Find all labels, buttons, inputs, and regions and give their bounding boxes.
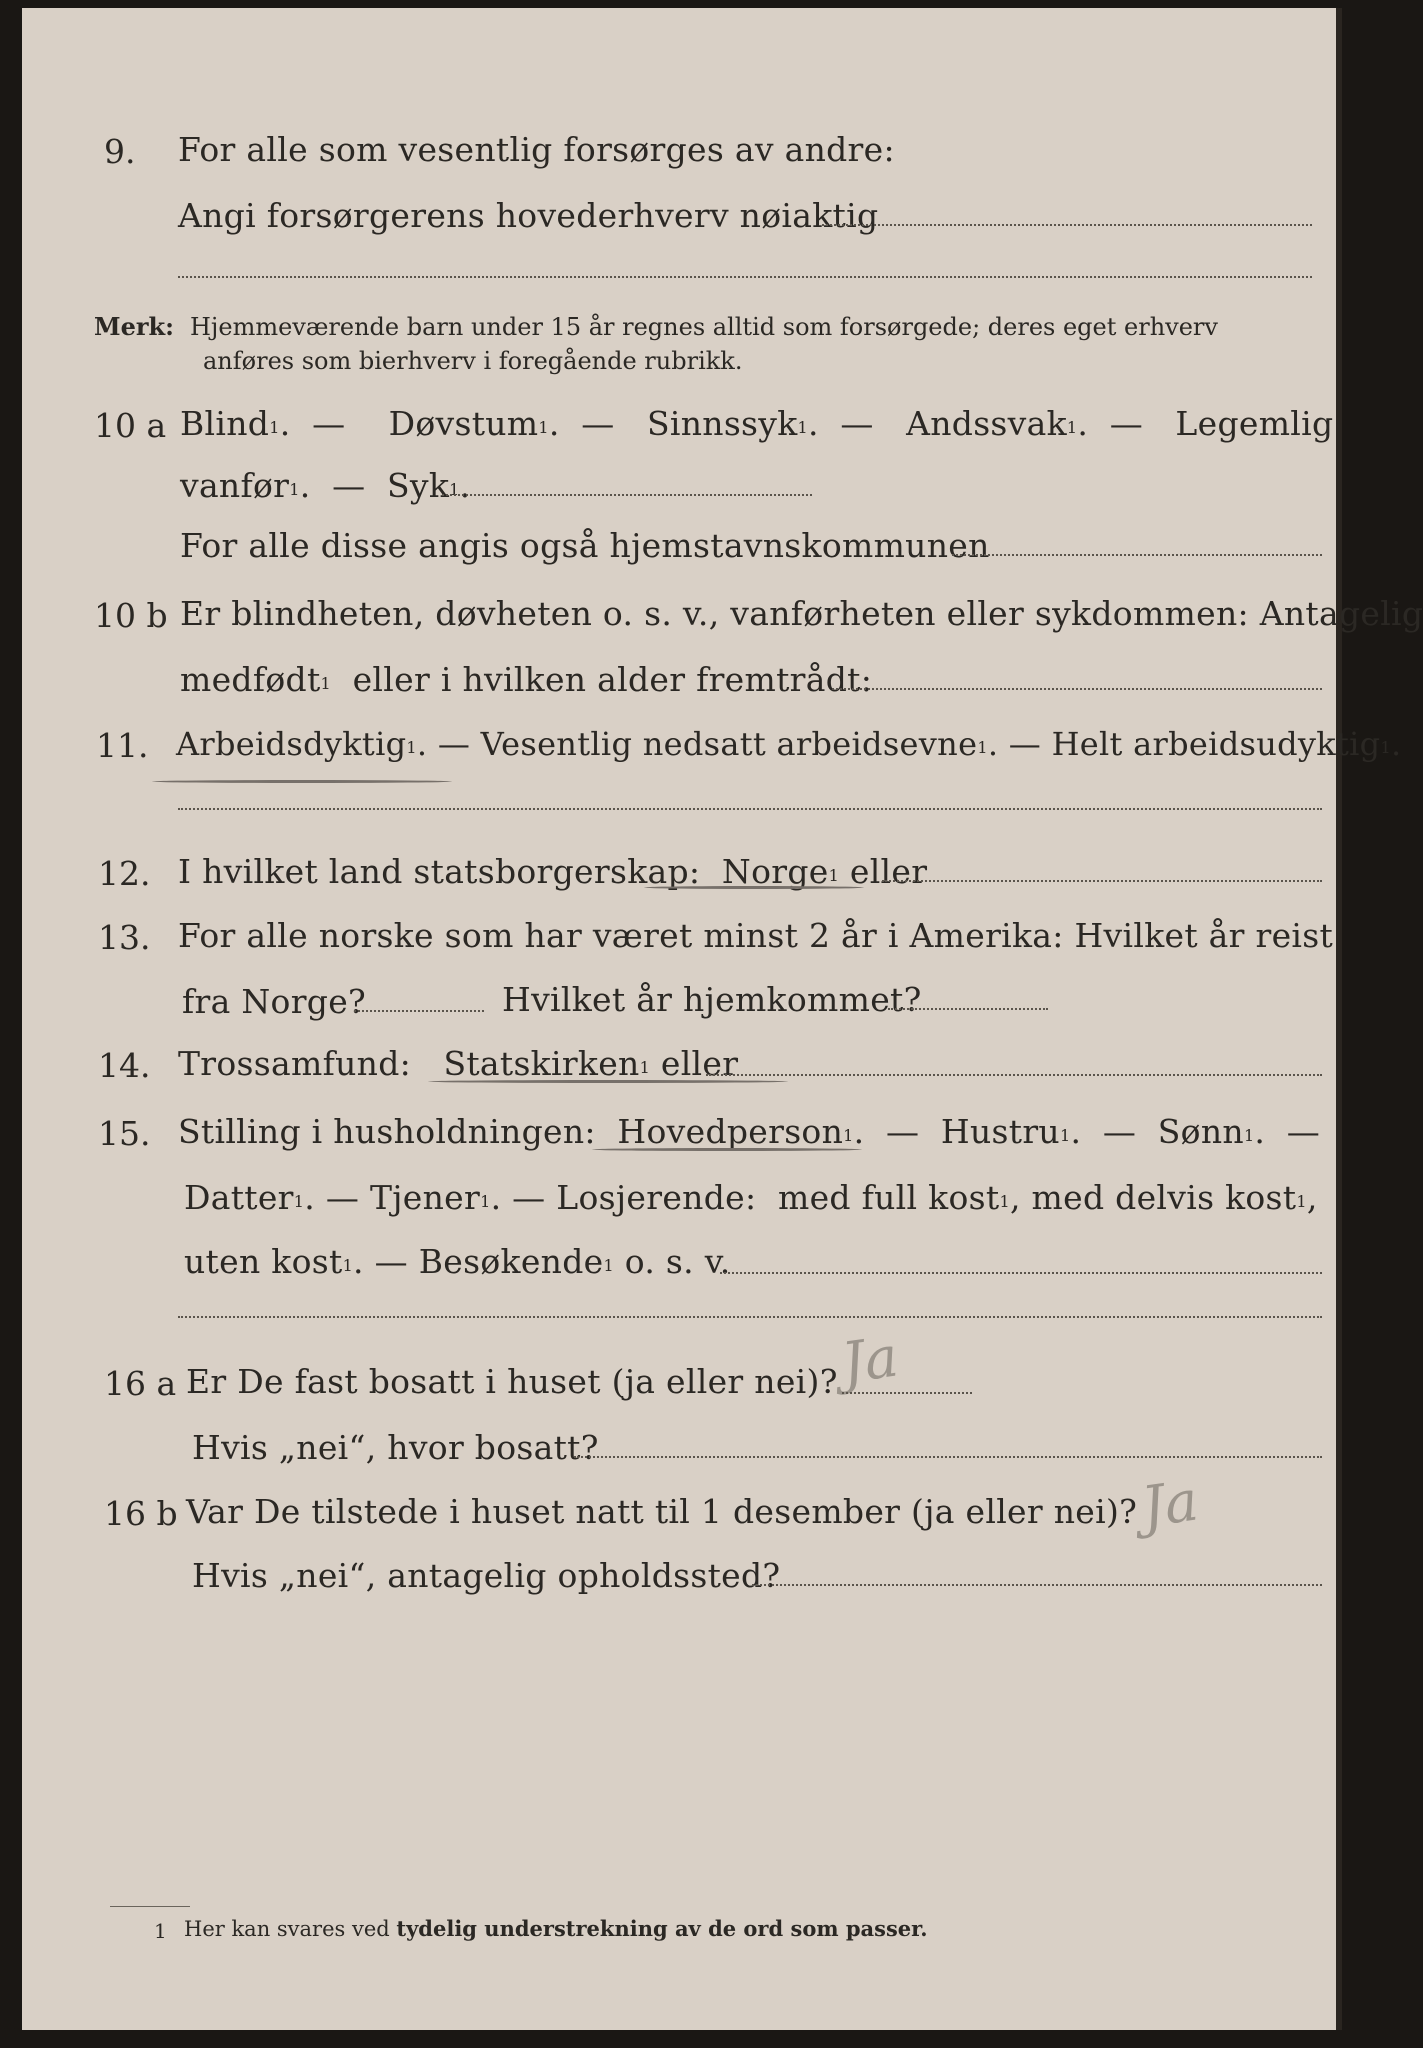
merk-label: Merk: — [94, 312, 174, 341]
q12-number: 12. — [98, 854, 151, 893]
option-tjener[interactable]: Tjener — [369, 1178, 481, 1217]
q9-answer-line-2[interactable] — [178, 276, 1312, 278]
q15-number: 15. — [98, 1114, 151, 1153]
option-delvis-kost[interactable]: med delvis kost — [1031, 1178, 1297, 1217]
q9-line1: For alle som vesentlig forsørges av andre: — [178, 130, 895, 169]
q16b-opholdssted-line[interactable] — [752, 1584, 1322, 1586]
census-form-page — [22, 8, 1423, 2030]
q10b-number: 10 b — [94, 596, 168, 635]
q15-line2: Datter$^1$. — Tjener$^1$. — Losjerende: med full kost$^1$, med delvis kost$^1$, — [184, 1178, 1318, 1217]
q9-answer-line[interactable] — [822, 224, 1312, 226]
merk-line2: anføres som bierhverv i foregående rubrikk. — [203, 347, 743, 375]
q13-line1: For alle norske som har været minst 2 år i Amerika: Hvilket år reist — [178, 916, 1334, 955]
option-andssvak[interactable]: Andssvak — [906, 404, 1067, 443]
q12-answer-line[interactable] — [882, 880, 1322, 882]
option-hustru[interactable]: Hustru — [940, 1112, 1060, 1151]
q10a-hjemstavn-line[interactable] — [952, 554, 1322, 556]
q10a-answer-line[interactable] — [442, 494, 812, 496]
option-sinnssyk[interactable]: Sinnssyk — [646, 404, 798, 443]
q16b-line1: Var De tilstede i huset natt til 1 desember (ja eller nei)? — [186, 1492, 1138, 1531]
footnote-number: 1 — [154, 1919, 167, 1943]
q10b-answer-line[interactable] — [832, 688, 1322, 690]
underline-mark-norge — [644, 886, 864, 889]
option-arbeidsdyktig[interactable]: Arbeidsdyktig — [176, 725, 407, 763]
q13-number: 13. — [98, 918, 151, 957]
q16a-number: 16 a — [104, 1364, 177, 1403]
option-legemlig[interactable]: Legemlig — [1175, 404, 1334, 443]
q16b-number: 16 b — [104, 1494, 178, 1533]
option-hovedperson[interactable]: Hovedperson — [617, 1112, 844, 1151]
q10a-line3: For alle disse angis også hjemstavnskommunen — [180, 526, 990, 565]
q11-number: 11. — [96, 726, 149, 765]
q10b-line2: medfødt$^1$ eller i hvilken alder fremtrådt: — [180, 660, 873, 699]
q13-hjemkommet-line[interactable] — [888, 1008, 1048, 1010]
q16a-answer-line[interactable] — [842, 1392, 972, 1394]
option-vanfor[interactable]: vanfør — [180, 466, 290, 505]
underline-mark-arbeidsdyktig — [152, 780, 452, 783]
q12-line: I hvilket land statsborgerskap: Norge$^1$ eller — [178, 852, 928, 891]
q16a-line1: Er De fast bosatt i huset (ja eller nei)? — [186, 1362, 838, 1401]
q15-answer-line[interactable] — [720, 1272, 1322, 1274]
q9-line2: Angi forsørgerens hovederhverv nøiaktig — [178, 196, 879, 235]
option-datter[interactable]: Datter — [184, 1178, 294, 1217]
option-dovstum[interactable]: Døvstum — [388, 404, 539, 443]
option-medfodt[interactable]: medfødt — [180, 660, 321, 699]
option-full-kost[interactable]: med full kost — [777, 1178, 1000, 1217]
footnote-text: Her kan svares ved tydelig understrekning av de ord som passer. — [184, 1916, 928, 1941]
q14-answer-line[interactable] — [706, 1074, 1322, 1076]
option-statskirken[interactable]: Statskirken — [443, 1044, 640, 1083]
q14-line: Trossamfund: Statskirken$^1$ eller — [178, 1044, 739, 1083]
option-norge[interactable]: Norge — [721, 852, 829, 891]
q13-line2b: Hvilket år hjemkommet? — [502, 980, 922, 1019]
option-nedsatt[interactable]: Vesentlig nedsatt arbeidsevne — [480, 725, 978, 763]
q10a-line1: Blind$^1$. — Døvstum$^1$. — Sinnssyk$^1$. — Andssvak$^1$. — Legemlig — [180, 404, 1334, 443]
q14-number: 14. — [98, 1046, 151, 1085]
q10a-number: 10 a — [94, 406, 167, 445]
option-uten-kost[interactable]: uten kost — [184, 1242, 343, 1281]
option-blind[interactable]: Blind — [180, 404, 270, 443]
q16a-handwritten-answer: Ja — [837, 1324, 903, 1397]
q16b-handwritten-answer: Ja — [1137, 1468, 1203, 1541]
q16b-line2: Hvis „nei“, antagelig opholdssted? — [192, 1556, 781, 1595]
option-syk[interactable]: Syk — [387, 466, 450, 505]
q15-answer-line-2[interactable] — [178, 1316, 1322, 1318]
q16a-bosatt-line[interactable] — [574, 1456, 1322, 1458]
q10a-line2: vanfør$^1$. — Syk$^1$. — [180, 466, 471, 505]
q9-number: 9. — [104, 132, 136, 171]
underline-mark-statskirken — [428, 1080, 788, 1083]
option-besokende[interactable]: Besøkende — [418, 1242, 604, 1281]
q13-line2a: fra Norge? — [182, 982, 367, 1021]
q16a-line2: Hvis „nei“, hvor bosatt? — [192, 1428, 599, 1467]
q13-reist-line[interactable] — [354, 1010, 484, 1012]
option-udyktig[interactable]: Helt arbeidsudyktig — [1051, 725, 1381, 763]
q11-answer-line[interactable] — [178, 808, 1322, 810]
underline-mark-hovedperson — [592, 1148, 862, 1151]
footnote-rule — [110, 1906, 190, 1907]
merk-line1: Hjemmeværende barn under 15 år regnes alltid som forsørgede; deres eget erhverv — [190, 313, 1218, 341]
q15-line3: uten kost$^1$. — Besøkende$^1$ o. s. v. — [184, 1242, 731, 1281]
q10b-line1: Er blindheten, døvheten o. s. v., vanførheten eller sykdommen: Antagelig — [180, 594, 1423, 633]
option-sonn[interactable]: Sønn — [1157, 1112, 1244, 1151]
q15-line1: Stilling i husholdningen: Hovedperson$^1$. — Hustru$^1$. — Sønn$^1$. — — [178, 1112, 1321, 1151]
q11-line: Arbeidsdyktig$^1$. — Vesentlig nedsatt arbeidsevne$^1$. — Helt arbeidsudyktig$^1$. — [176, 725, 1402, 763]
